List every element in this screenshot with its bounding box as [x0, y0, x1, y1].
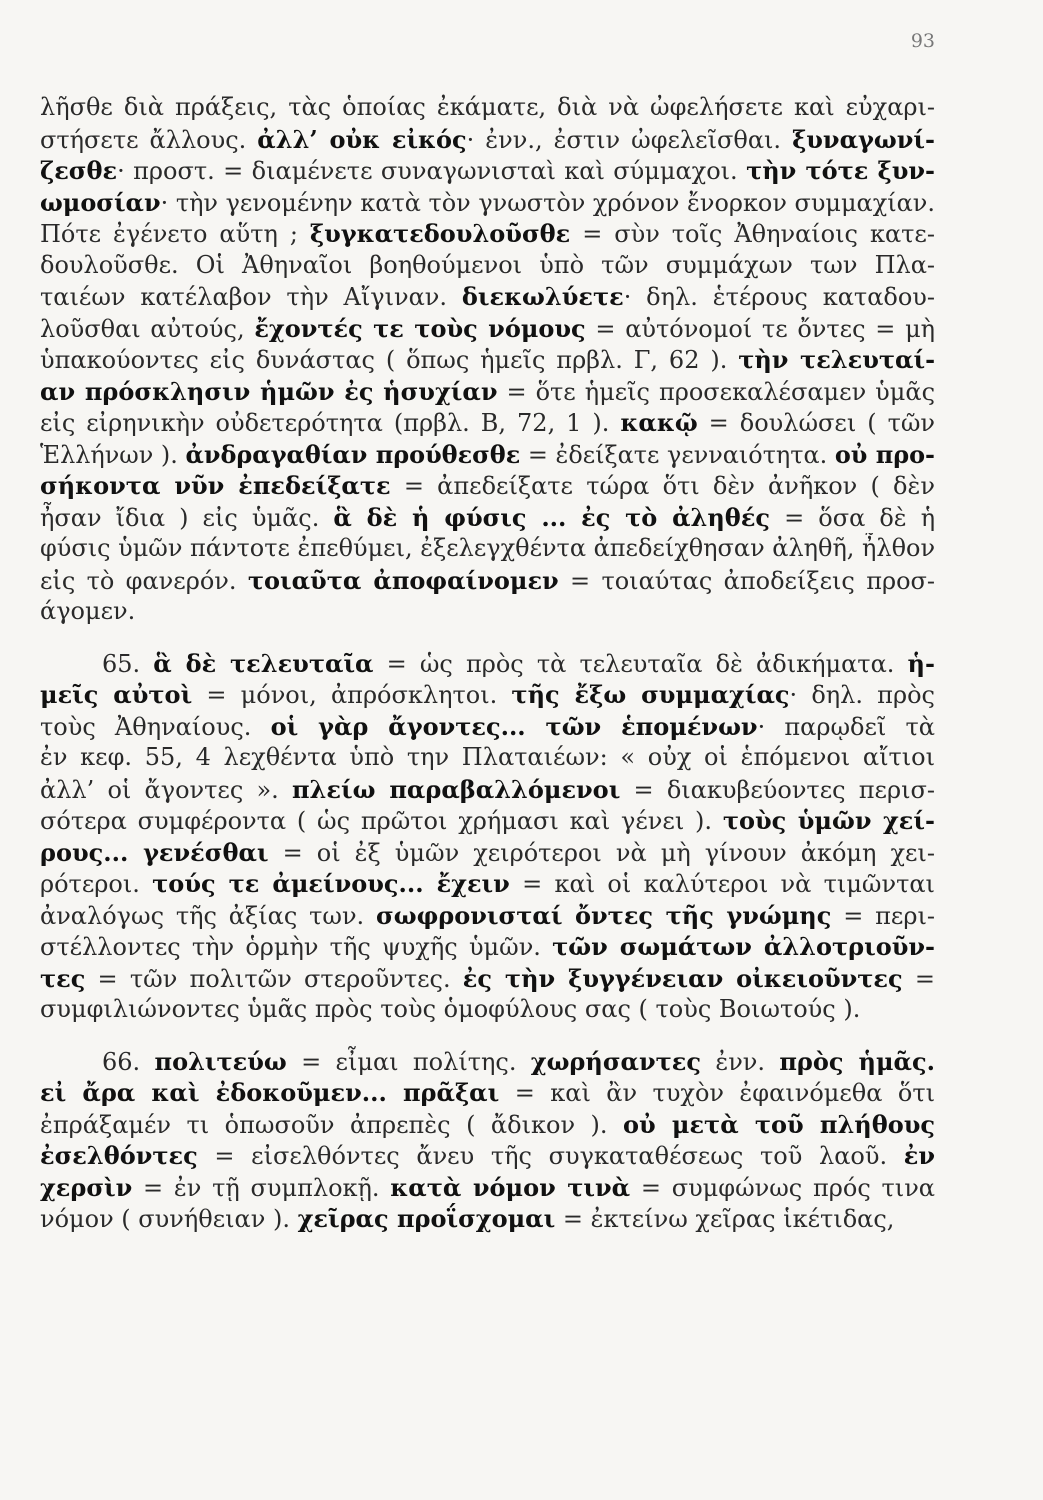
- line-content: [40, 1109, 935, 1141]
- lemma-term: ξυναγωνί-: [792, 124, 935, 154]
- gloss-text: = ὅτε ἡμεῖς προσεκαλέσαμεν ὑμᾶς: [497, 377, 935, 406]
- lemma-term: τῆς ἔξω συμμαχίας: [511, 680, 790, 709]
- gloss-text: = ὅσα δὲ ἡ: [770, 503, 935, 532]
- line-content: [102, 648, 935, 680]
- text-line: [40, 155, 935, 187]
- gloss-text: = μόνοι, ἀπρόσκλητοι.: [192, 681, 512, 709]
- text-line: [40, 439, 935, 471]
- lemma-term: χεῖρας προΐσχομαι: [297, 1204, 556, 1233]
- line-content: [40, 679, 935, 711]
- gloss-text: δουλοῦσθε. Οἱ Ἀθηναῖοι βοηθούμενοι ὑπὸ τῶν συμμάχων των Πλα-: [40, 250, 935, 279]
- lemma-term: ρους... γενέσθαι: [40, 837, 269, 867]
- gloss-text: ἀλλ’ οἱ ἄγοντες ».: [40, 775, 292, 804]
- text-line: [40, 679, 935, 711]
- line-content: [40, 994, 860, 1026]
- gloss-text: = τῶν πολιτῶν στεροῦντες.: [85, 964, 463, 993]
- lemma-term: ξυγκατεδουλοῦσθε: [309, 219, 571, 248]
- lemma-term: τες: [40, 963, 86, 993]
- gloss-text: ἐπράξαμέν τι ὁπωσοῦν ἀπρεπὲς ( ἄδικον ).: [40, 1110, 624, 1139]
- line-content: [40, 281, 935, 313]
- lemma-term: ἐν: [903, 1141, 935, 1170]
- text-line: [40, 92, 935, 124]
- gloss-text: σότερα συμφέροντα ( ὡς πρῶτοι χρήμασι καὶ γένει ).: [40, 807, 723, 835]
- page-number: 93: [910, 30, 935, 52]
- text-line: [40, 281, 935, 313]
- lemma-term: τούς τε ἀμείνους... ἔχειν: [152, 869, 510, 898]
- line-content: [40, 805, 935, 837]
- text-line: [40, 376, 935, 408]
- gloss-text: = καὶ ἂν τυχὸν ἐφαινόμεθα ὅτι: [499, 1079, 935, 1107]
- gloss-text: = τοιαύτας ἀποδείξεις προσ-: [558, 566, 935, 595]
- gloss-text: · τὴν γενομένην κατὰ τὸν γνωστὸν χρόνον ἔνορκον συμμαχίαν.: [160, 188, 935, 217]
- gloss-text: ἐν κεφ. 55, 4 λεχθέντα ὑπὸ την Πλαταιέων: « οὐχ οἱ ἑπόμενοι αἴτιοι: [40, 743, 935, 771]
- gloss-text: · παρῳδεῖ τὰ: [757, 712, 935, 741]
- lemma-term: οὐ προ-: [834, 439, 935, 469]
- text-line: [40, 1109, 935, 1141]
- gloss-text: = ἐν τῇ συμπλοκῇ.: [132, 1173, 391, 1202]
- gloss-text: = διακυβεύοντες περισ-: [620, 775, 935, 804]
- gloss-text: = ἐκτείνω χεῖρας ἱκέτιδας,: [555, 1205, 895, 1233]
- gloss-text: ταιέων κατέλαβον τὴν Αἴγιναν.: [40, 283, 462, 311]
- gloss-text: ἀναλόγως τῆς ἀξίας των.: [40, 901, 377, 930]
- lemma-term: τοὺς ὑμῶν χεί-: [722, 806, 935, 835]
- gloss-text: = περι-: [831, 901, 935, 930]
- gloss-text: = εἰσελθόντες ἄνευ τῆς συγκαταθέσεως τοῦ λαοῦ.: [197, 1142, 904, 1170]
- lemma-term: χερσὶν: [40, 1172, 133, 1202]
- line-content: [40, 439, 935, 471]
- lemma-term: χωρήσαντες: [530, 1046, 701, 1076]
- line-content: [40, 742, 935, 774]
- gloss-text: 65.: [102, 649, 154, 678]
- lemma-term: πλείω παραβαλλόμενοι: [291, 774, 621, 804]
- text-line: [40, 994, 935, 1026]
- text-line: [40, 1046, 935, 1078]
- lemma-term: τοιαῦτα ἀποφαίνομεν: [247, 565, 559, 595]
- lemma-term: μεῖς αὐτοὶ: [40, 680, 193, 709]
- lemma-term: σωφρονισταί ὄντες τῆς γνώμης: [376, 900, 832, 930]
- line-content: [40, 837, 935, 869]
- gloss-text: = ἐδείξατε γενναιότητα.: [520, 440, 835, 469]
- line-content: [40, 931, 935, 963]
- lemma-term: τὴν τελευταί-: [738, 345, 935, 374]
- lemma-term: πολιτεύω: [154, 1046, 287, 1076]
- line-content: [40, 155, 935, 187]
- lemma-term: διεκωλύετε: [461, 282, 624, 311]
- gloss-text: τοὺς Ἀθηναίους.: [40, 712, 271, 741]
- lemma-term: οἱ γὰρ ἄγοντες... τῶν ἑπομένων: [270, 711, 758, 741]
- text-line: [40, 344, 935, 376]
- text-line: [40, 648, 935, 680]
- gloss-text: = δουλώσει ( τῶν: [697, 409, 935, 437]
- text-line: [40, 1140, 935, 1172]
- gloss-text: ἐνν.: [701, 1047, 780, 1076]
- paragraph-gap: [40, 1026, 935, 1046]
- gloss-text: · προστ. = διαμένετε συναγωνισταὶ καὶ σύμμαχοι.: [117, 157, 747, 185]
- line-content: [40, 533, 935, 565]
- gloss-text: ρότεροι.: [40, 870, 153, 898]
- gloss-text: ἦσαν ἴδια ) εἰς ὑμᾶς.: [40, 503, 334, 532]
- gloss-text: εἰς εἰρηνικὴν οὐδετερότητα (πρβλ. Β, 72, 1 ).: [40, 409, 621, 437]
- gloss-text: Ἑλλήνων ).: [40, 440, 186, 469]
- lemma-term: αν πρόσκλησιν ἡμῶν ἐς ἡσυχίαν: [40, 376, 498, 406]
- text-line: [40, 187, 935, 219]
- lemma-term: ἀνδραγαθίαν προύθεσθε: [185, 439, 521, 469]
- text-line: [40, 1077, 935, 1109]
- text-line: [40, 407, 935, 439]
- gloss-text: νόμον ( συνήθειαν ).: [40, 1205, 298, 1233]
- line-content: [40, 565, 935, 597]
- line-content: [40, 250, 935, 282]
- gloss-text: λῆσθε διὰ πράξεις, τὰς ὁποίας ἐκάματε, διὰ νὰ ὠφελήσετε καὶ εὐχαρι-: [40, 93, 935, 121]
- lemma-term: οὐ μετὰ τοῦ πλήθους: [623, 1109, 935, 1139]
- text-line: [40, 313, 935, 345]
- text-line: [40, 805, 935, 837]
- line-content: [40, 963, 935, 995]
- gloss-text: άγομεν.: [40, 597, 136, 625]
- gloss-text: στέλλοντες τὴν ὁρμὴν τῆς ψυχῆς ὑμῶν.: [40, 933, 553, 961]
- line-content: [40, 187, 935, 219]
- line-content: [40, 596, 135, 628]
- gloss-text: · δηλ. ἑτέρους καταδου-: [623, 283, 935, 311]
- text-line: [40, 470, 935, 502]
- text-line: [40, 742, 935, 774]
- text-line: [40, 565, 935, 597]
- gloss-text: · δηλ. πρὸς: [789, 681, 935, 709]
- line-content: [40, 313, 935, 345]
- line-content: [40, 502, 935, 534]
- text-line: [40, 1172, 935, 1204]
- text-line: [40, 868, 935, 900]
- line-content: [40, 774, 935, 806]
- text-line: [40, 124, 935, 156]
- gloss-text: φύσις ὑμῶν πάντοτε ἐπεθύμει, ἐξελεγχθέντα ἀπεδείχθησαν ἀληθῆ, ἦλθον: [40, 534, 935, 562]
- lemma-term: εἰ ἄρα καὶ ἐδοκοῦμεν... πρᾶξαι: [40, 1078, 500, 1107]
- line-content: [40, 1203, 894, 1235]
- text-line: [40, 900, 935, 932]
- gloss-text: = σὺν τοῖς Ἀθηναίοις κατε-: [570, 220, 935, 248]
- line-content: [40, 124, 935, 156]
- line-content: [40, 470, 935, 502]
- lemma-term: σήκοντα νῦν ἐπεδείξατε: [40, 471, 391, 500]
- line-content: [40, 1140, 935, 1172]
- text-line: [40, 963, 935, 995]
- line-content: [40, 344, 935, 376]
- text-line: [40, 1203, 935, 1235]
- text-line: [40, 596, 935, 628]
- gloss-text: =: [902, 964, 935, 993]
- paragraph-gap: [40, 628, 935, 648]
- lemma-term: κατὰ νόμον τινὰ: [390, 1172, 631, 1202]
- gloss-text: = αὐτόνομοί τε ὄντες = μὴ: [585, 314, 935, 343]
- gloss-text: 66.: [102, 1047, 155, 1076]
- lemma-term: ζεσθε: [40, 156, 118, 185]
- gloss-text: συμφιλιώνοντες ὑμᾶς πρὸς τοὺς ὁμοφύλους σας ( τοὺς Βοιωτούς ).: [40, 995, 861, 1023]
- lemma-term: ἡ-: [907, 648, 935, 678]
- line-content: [40, 92, 935, 124]
- gloss-text: · ἐνν., ἐστιν ὠφελεῖσθαι.: [466, 125, 793, 154]
- lemma-term: ἐς τὴν ξυγγένειαν οἰκειοῦντες: [462, 963, 903, 993]
- gloss-text: = ἀπεδείξατε τώρα ὅτι δὲν ἀνῆκον ( δὲν: [390, 472, 935, 500]
- gloss-text: = ὡς πρὸς τὰ τελευταῖα δὲ ἀδικήματα.: [373, 649, 908, 678]
- lemma-term: ἔχοντές τε τοὺς νόμους: [254, 313, 586, 343]
- lemma-term: ἃ δὲ τελευταῖα: [153, 648, 374, 678]
- text-line: [40, 250, 935, 282]
- lemma-term: κακῷ: [620, 408, 698, 437]
- gloss-text: Πότε ἐγένετο αὕτη ;: [40, 220, 310, 248]
- text-line: [40, 837, 935, 869]
- gloss-text: = συμφώνως πρός τινα: [630, 1173, 935, 1202]
- line-content: [40, 900, 935, 932]
- line-content: [40, 1172, 935, 1204]
- commentary-text: [40, 92, 935, 1235]
- gloss-text: ὑπακούοντες εἰς δυνάστας ( ὅπως ἡμεῖς πρβλ. Γ, 62 ).: [40, 346, 739, 374]
- line-content: [40, 711, 935, 743]
- lemma-term: ἃ δὲ ἡ φύσις ... ἐς τὸ ἀληθές: [333, 502, 771, 532]
- line-content: [102, 1046, 935, 1078]
- gloss-text: = καὶ οἱ καλύτεροι νὰ τιμῶνται: [509, 870, 935, 898]
- text-line: [40, 774, 935, 806]
- gloss-text: στήσετε ἄλλους.: [40, 125, 258, 154]
- line-content: [40, 407, 935, 439]
- text-line: [40, 218, 935, 250]
- lemma-term: τὴν τότε ξυν-: [746, 156, 935, 185]
- lemma-term: τῶν σωμάτων ἀλλοτριοῦν-: [552, 932, 935, 961]
- gloss-text: λοῦσθαι αὐτούς,: [40, 314, 255, 343]
- lemma-term: ἀλλ’ οὐκ εἰκός: [257, 124, 467, 154]
- text-line: [40, 502, 935, 534]
- lemma-term: ωμοσίαν: [40, 187, 161, 217]
- gloss-text: εἰς τὸ φανερόν.: [40, 566, 248, 595]
- line-content: [40, 1077, 935, 1109]
- line-content: [40, 218, 935, 250]
- line-content: [40, 868, 935, 900]
- gloss-text: = οἱ ἐξ ὑμῶν χειρότεροι νὰ μὴ γίνουν ἀκόμη χει-: [268, 838, 935, 867]
- lemma-term: ἐσελθόντες: [40, 1141, 198, 1170]
- text-line: [40, 931, 935, 963]
- gloss-text: = εἶμαι πολίτης.: [286, 1047, 531, 1076]
- text-line: [40, 533, 935, 565]
- text-line: [40, 711, 935, 743]
- lemma-term: πρὸς ἡμᾶς.: [779, 1046, 935, 1076]
- line-content: [40, 376, 935, 408]
